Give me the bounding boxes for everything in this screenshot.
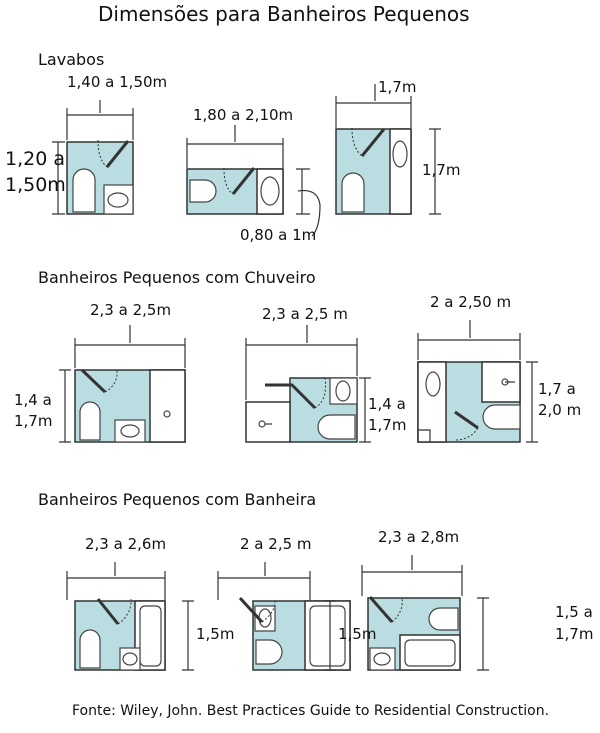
dim-label: 2 a 2,50 m: [430, 293, 512, 311]
plan-banheira-1: [67, 562, 194, 670]
source-citation: Fonte: Wiley, John. Best Practices Guide to Residential Construction.: [72, 703, 550, 719]
dim-label: 2,3 a 2,6m: [85, 535, 167, 553]
dim-label: 2 a 2,5 m: [240, 535, 312, 553]
plan-chuveiro-1: [59, 325, 185, 442]
plan-chuveiro-2: [246, 325, 371, 442]
dim-label: 1,40 a 1,50m: [67, 73, 168, 91]
dim-label: 1,4 a: [14, 391, 52, 409]
section-heading-lavabos: Lavabos: [38, 50, 105, 69]
dim-label: 1,80 a 2,10m: [193, 106, 294, 124]
dim-label: 2,0 m: [538, 401, 582, 419]
plan-banheira-2: [218, 562, 350, 670]
dim-label: 1,7m: [555, 625, 594, 643]
dim-label: 1,7 a: [538, 380, 576, 398]
plan-lavabo-2: [187, 125, 320, 236]
dim-label: 2,3 a 2,5m: [90, 301, 172, 319]
dim-label: 1,7m: [378, 78, 417, 96]
dim-label: 0,80 a 1m: [240, 226, 317, 244]
dim-label: 1,7m: [14, 412, 53, 430]
dim-label: 1,5m: [338, 625, 377, 643]
dim-label: 2,3 a 2,8m: [378, 528, 460, 546]
dim-label: 2,3 a 2,5 m: [262, 305, 348, 323]
dim-label: 1,7m: [422, 161, 461, 179]
section-heading-chuveiro: Banheiros Pequenos com Chuveiro: [38, 268, 316, 287]
page-title: Dimensões para Banheiros Pequenos: [98, 2, 470, 26]
dim-label: 1,5 a: [555, 603, 593, 621]
dim-label: 1,7m: [368, 416, 407, 434]
plan-chuveiro-3: [418, 320, 538, 442]
dim-label: 1,20 a: [5, 148, 65, 170]
plan-lavabo-3: [336, 84, 441, 214]
dim-label: 1,5m: [196, 625, 235, 643]
dim-label: 1,4 a: [368, 395, 406, 413]
plan-banheira-3: [362, 555, 489, 670]
section-heading-banheira: Banheiros Pequenos com Banheira: [38, 490, 317, 509]
dim-label: 1,50m: [5, 174, 66, 196]
